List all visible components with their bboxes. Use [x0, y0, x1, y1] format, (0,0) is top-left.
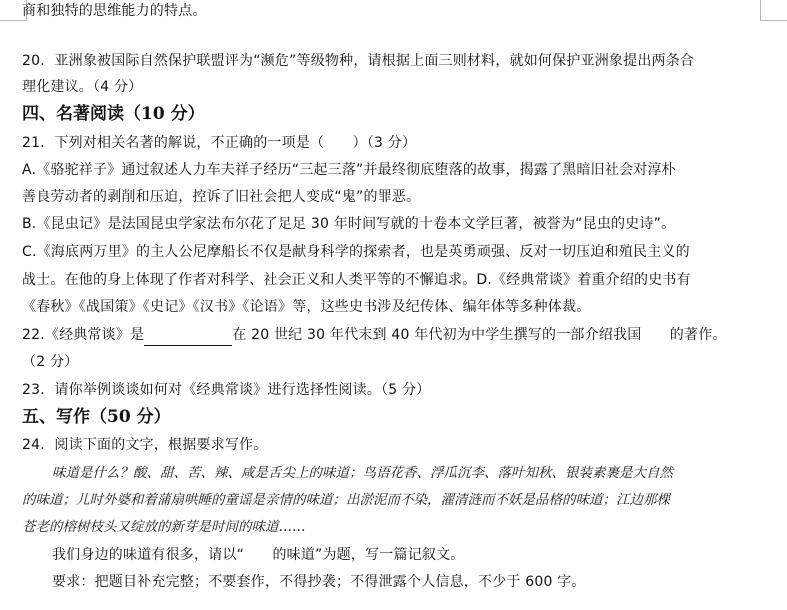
- question-23: 23．请你举例谈谈如何对《经典常谈》进行选择性阅读。（5 分）: [22, 382, 431, 398]
- question-22-prefix: 22.《经典常谈》是: [22, 327, 145, 343]
- option-c-line-3: 《春秋》《战国策》《史记》《汉书》《论语》等，这些史书涉及纪传体、编年体等多种体裁。: [22, 299, 591, 315]
- text-line: 商和独特的思维能力的特点。: [22, 3, 207, 19]
- question-24: 24．阅读下面的文字，根据要求写作。: [22, 437, 268, 453]
- question-20-line-2: 理化建议。（4 分）: [22, 79, 143, 95]
- passage-line-3: 苍老的榕树枝头又绽放的新芽是时间的味道……: [22, 519, 306, 535]
- option-c-line-1: C.《海底两万里》的主人公尼摩船长不仅是献身科学的探索者，也是英勇顽强、反对一切压迫和殖民主义的: [22, 244, 690, 260]
- question-21: 21．下列对相关名著的解说，不正确的一项是（ ）（3 分）: [22, 135, 417, 151]
- option-a-line-1: A.《骆驼祥子》通过叙述人力车夫祥子经历“三起三落”并最终彻底堕落的故事，揭露了黑暗旧社会对淳朴: [22, 162, 676, 178]
- option-c-line-2: 战士。在他的身上体现了作者对科学、社会正义和人类平等的不懈追求。D.《经典常谈》着重介绍的史书有: [22, 272, 691, 288]
- question-22-line-1: [22, 325, 769, 346]
- question-22-line-2: （2 分）: [22, 354, 79, 370]
- section-heading-writing: 五、写作（50 分）: [22, 407, 171, 427]
- option-a-line-2: 善良劳动者的剥削和压迫，控诉了旧社会把人变成“鬼”的罪恶。: [22, 189, 421, 205]
- question-22-suffix: 在 20 世纪 30 年代末到 40 年代初为中学生撰写的一部介绍我国 的著作。: [232, 327, 727, 343]
- writing-requirements: 要求：把题目补充完整；不要套作，不得抄袭；不得泄露个人信息，不少于 600 字。: [52, 574, 586, 590]
- section-heading-classics: 四、名著阅读（10 分）: [22, 104, 205, 124]
- writing-task: 我们身边的味道有很多，请以“ 的味道”为题，写一篇记叙文。: [52, 547, 465, 563]
- answer-blank: [144, 325, 232, 346]
- passage-line-2: 的味道；儿时外婆和着蒲扇哄睡的童谣是亲情的味道；出淤泥而不染，濯清涟而不妖是品格的味道；江边那棵: [22, 492, 670, 508]
- question-20-line-1: 20．亚洲象被国际自然保护联盟评为“濒危”等级物种，请根据上面三则材料，就如何保护亚洲象提出两条合: [22, 53, 695, 69]
- passage-line-1: 味道是什么？酸、甜、苦、辣、咸是舌尖上的味道；鸟语花香、浮瓜沉李、落叶知秋、银装素裹是大自然: [52, 465, 673, 481]
- option-b: B.《昆虫记》是法国昆虫学家法布尔花了足足 30 年时间写就的十卷本文学巨著，被誉为“昆虫的史诗”。: [22, 216, 676, 232]
